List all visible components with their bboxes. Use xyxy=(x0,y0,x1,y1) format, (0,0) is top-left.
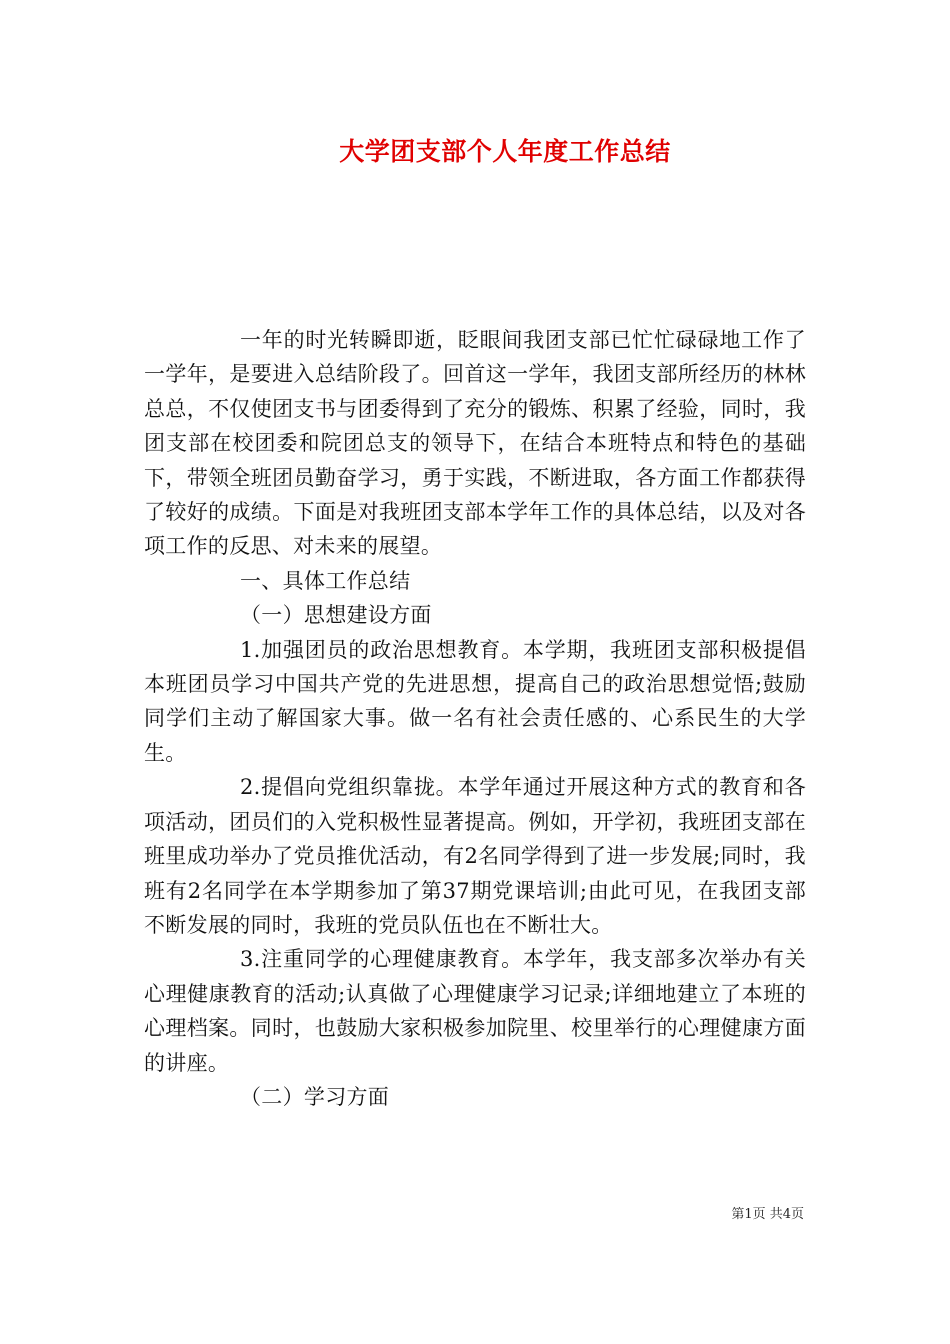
document-body xyxy=(144,323,806,1114)
page-number-footer: 第1页 共4页 xyxy=(731,1207,804,1222)
section-heading: 一、具体工作总结 xyxy=(240,568,411,593)
subsection-heading: （一）思想建设方面 xyxy=(240,603,432,628)
body-paragraph: 1.加强团员的政治思想教育。本学期，我班团支部积极提倡本班团员学习中国共产党的先进思想，提高自己的政治思想觉悟;鼓励同学们主动了解国家大事。做一名有社会责任感的、心系民生的大学生。 xyxy=(144,637,806,765)
document-title: 大学团支部个人年度工作总结 xyxy=(339,137,671,166)
body-paragraph: 3.注重同学的心理健康教育。本学年，我支部多次举办有关心理健康教育的活动;认真做了心理健康学习记录;详细地建立了本班的心理档案。同时，也鼓励大家积极参加院里、校里举行的心理健康方面的讲座。 xyxy=(144,947,806,1075)
intro-paragraph: 一年的时光转瞬即逝，眨眼间我团支部已忙忙碌碌地工作了一学年，是要进入总结阶段了。回首这一学年，我团支部所经历的林林总总，不仅使团支书与团委得到了充分的锻炼、积累了经验，同时，我团支部在校团委和院团总支的领导下，在结合本班特点和特色的基础下，带领全班团员勤奋学习，勇于实践，不断进取，各方面工作都获得了较好的成绩。下面是对我班团支部本学年工作的具体总结，以及对各项工作的反思、对未来的展望。 xyxy=(144,328,806,559)
subsection-heading: （二）学习方面 xyxy=(240,1084,390,1109)
body-paragraph: 2.提倡向党组织靠拢。本学年通过开展这种方式的教育和各项活动，团员们的入党积极性显著提高。例如，开学初，我班团支部在班里成功举办了党员推优活动，有2名同学得到了进一步发展;同时，我班有2名同学在本学期参加了第37期党课培训;由此可见，在我团支部不断发展的同时，我班的党员队伍也在不断壮大。 xyxy=(144,775,806,937)
